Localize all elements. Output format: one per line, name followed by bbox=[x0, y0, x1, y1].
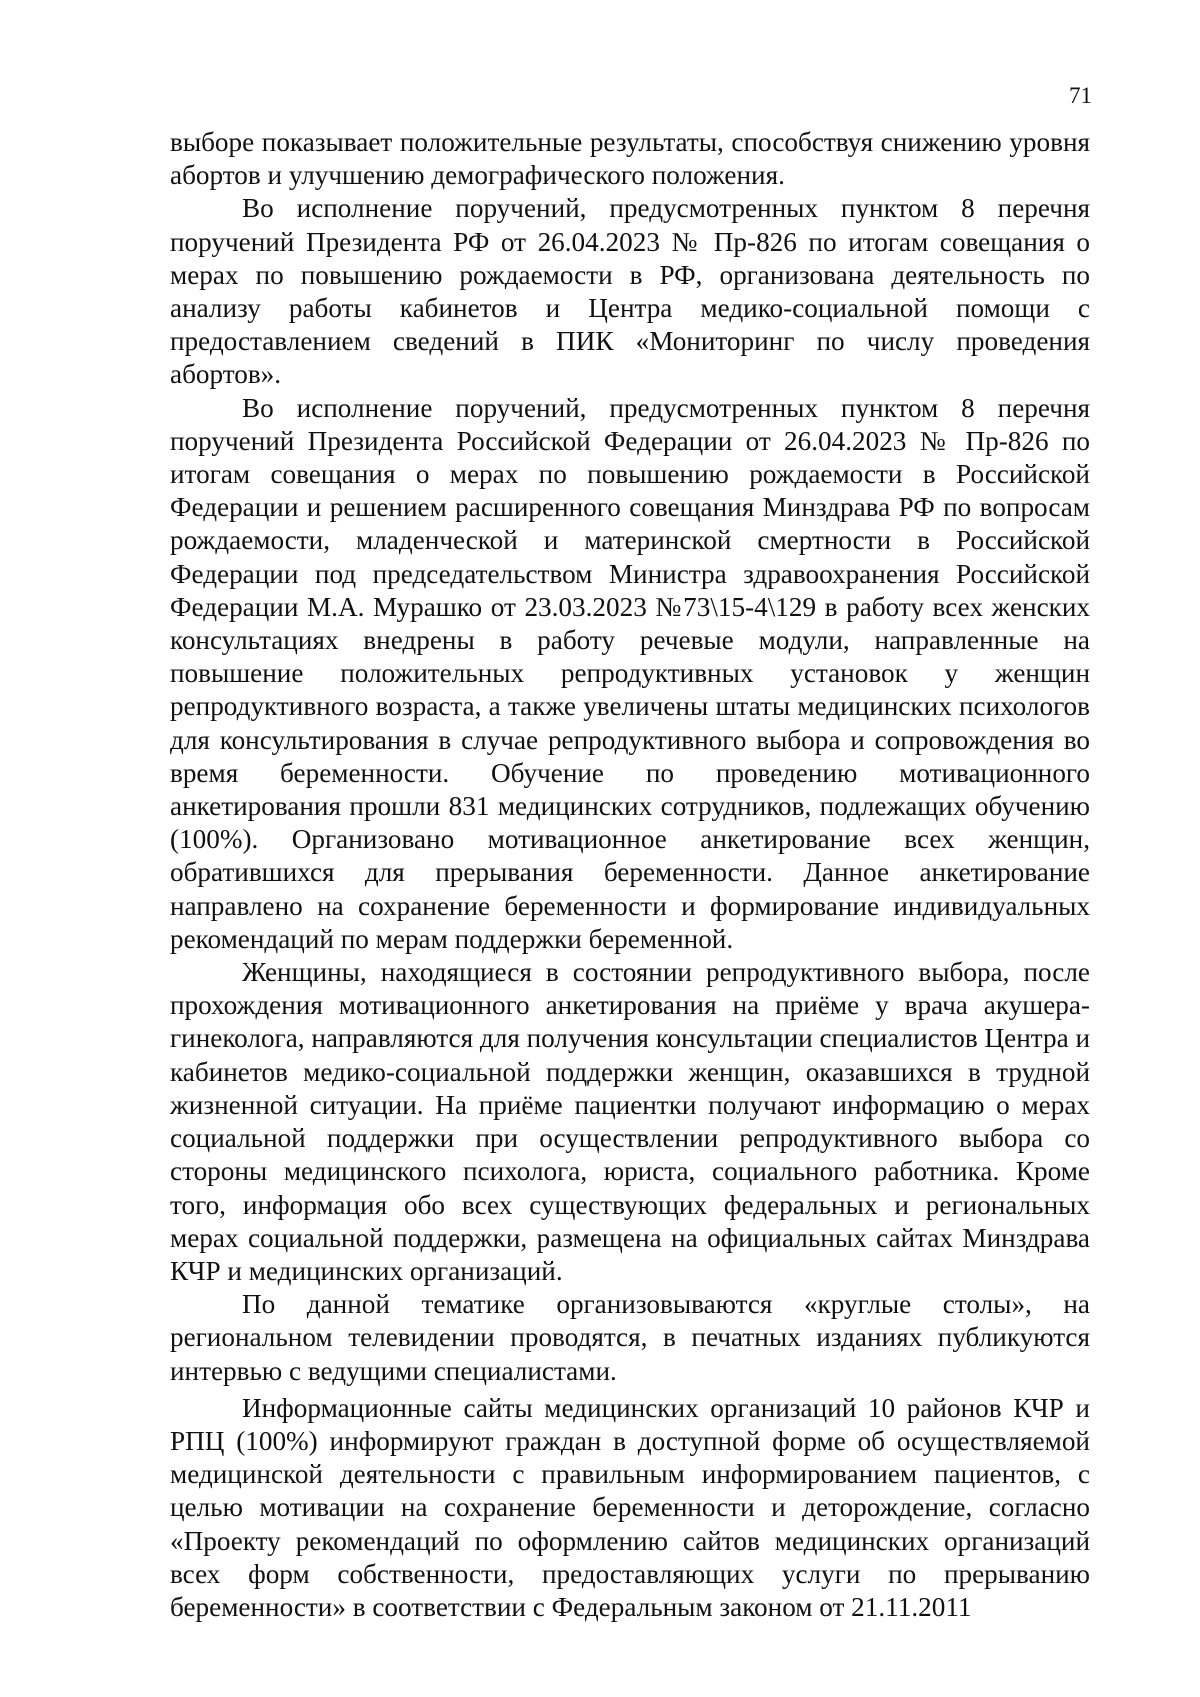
paragraph-1: выборе показывает положительные результаты, способствуя снижению уровня абортов и улучшению демографического положения. bbox=[170, 127, 1090, 191]
paragraph-2: Во исполнение поручений, предусмотренных пунктом 8 перечня поручений Президента РФ от 26.04.2023 № Пр-826 по итогам совещания о мерах по повышению рождаемости в РФ, организована деятельность по анализу работы кабинетов и Центра медико-социальной помощи с предоставлением сведений в ПИК «Мониторинг по числу проведения абортов». bbox=[170, 193, 1090, 390]
paragraph-5: По данной тематике организовываются «круглые столы», на региональном телевидении проводятся, в печатных изданиях публикуются интервью с ведущими специалистами. bbox=[170, 1289, 1090, 1386]
paragraph-4: Женщины, находящиеся в состоянии репродуктивного выбора, после прохождения мотивационного анкетирования на приёме у врача акушера-гинеколога, направляются для получения консультации специалистов Центра и кабинетов медико-социальной поддержки женщин, оказавшихся в трудной жизненной ситуации. На приёме пациентки получают информацию о мерах социальной поддержки при осуществлении репродуктивного выбора со стороны медицинского психолога, юриста, социального работника. Кроме того, информация обо всех существующих федеральных и региональных мерах социальной поддержки, размещена на официальных сайтах Минздрава КЧР и медицинских организаций. bbox=[170, 957, 1090, 1286]
page-number: 71 bbox=[1069, 83, 1092, 108]
document-body bbox=[170, 126, 1090, 1624]
paragraph-3: Во исполнение поручений, предусмотренных пунктом 8 перечня поручений Президента Российской Федерации от 26.04.2023 № Пр-826 по итогам совещания о мерах по повышению рождаемости в Российской Федерации и решением расширенного совещания Минздрава РФ по вопросам рождаемости, младенческой и материнской смертности в Российской Федерации под председательством Министра здравоохранения Российской Федерации М.А. Мурашко от 23.03.2023 №73\15-4\129 в работу всех женских консультациях внедрены в работу речевые модули, направленные на повышение положительных репродуктивных установок у женщин репродуктивного возраста, а также увеличены штаты медицинских психологов для консультирования в случае репродуктивного выбора и сопровождения во время беременности. Обучение по проведению мотивационного анкетирования прошли 831 медицинских сотрудников, подлежащих обучению (100%). Организовано мотивационное анкетирование всех женщин, обратившихся для прерывания беременности. Данное анкетирование направлено на сохранение беременности и формирование индивидуальных рекомендаций по мерам поддержки беременной. bbox=[170, 392, 1090, 954]
paragraph-6: Информационные сайты медицинских организаций 10 районов КЧР и РПЦ (100%) информируют граждан в доступной форме об осуществляемой медицинской деятельности с правильным информированием пациентов, с целью мотивации на сохранение беременности и деторождение, согласно «Проекту рекомендаций по оформлению сайтов медицинских организаций всех форм собственности, предоставляющих услуги по прерыванию беременности» в соответствии с Федеральным законом от 21.11.2011 bbox=[170, 1392, 1090, 1622]
